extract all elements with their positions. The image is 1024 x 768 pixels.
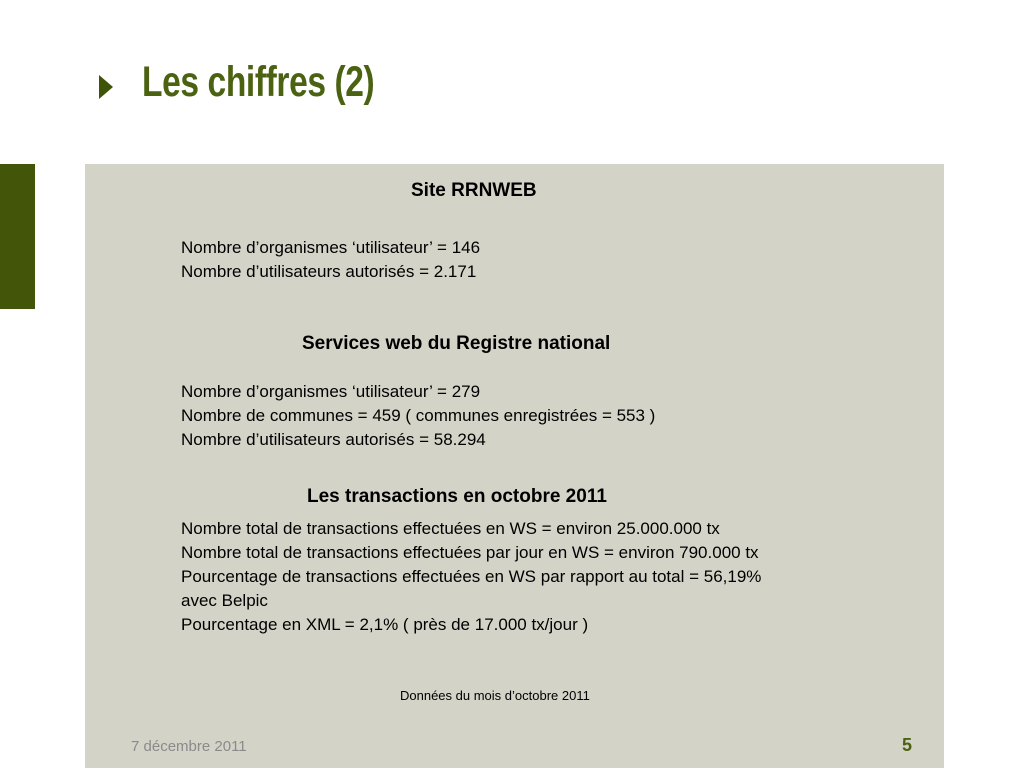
section-heading-services-web: Services web du Registre national — [302, 333, 611, 354]
tx-per-day-line: Nombre total de transactions effectuées par jour en WS = environ 790.000 tx — [181, 543, 759, 562]
tx-xml-line: Pourcentage en XML = 2,1% ( près de 17.000 tx/jour ) — [181, 615, 589, 634]
ws-communes-line: Nombre de communes = 459 ( communes enregistrées = 553 ) — [181, 406, 656, 425]
ws-users-line: Nombre d’utilisateurs autorisés = 58.294 — [181, 430, 486, 449]
rrnweb-users-line: Nombre d’utilisateurs autorisés = 2.171 — [181, 262, 477, 281]
tx-percentage-continuation-line: avec Belpic — [181, 591, 268, 610]
data-source-note: Données du mois d’octobre 2011 — [400, 688, 590, 703]
ws-organisms-line: Nombre d’organismes ‘utilisateur’ = 279 — [181, 382, 481, 401]
tx-total-line: Nombre total de transactions effectuées en WS = environ 25.000.000 tx — [181, 519, 720, 538]
accent-bar — [0, 164, 35, 309]
tx-percentage-line: Pourcentage de transactions effectuées en WS par rapport au total = 56,19% — [181, 567, 762, 586]
slide-title: Les chiffres (2) — [142, 58, 375, 106]
section-heading-transactions: Les transactions en octobre 2011 — [307, 486, 607, 507]
page-number: 5 — [902, 735, 913, 755]
title-bullet-arrow-icon — [99, 75, 113, 99]
rrnweb-organisms-line: Nombre d’organismes ‘utilisateur’ = 146 — [181, 238, 481, 257]
section-heading-rrnweb: Site RRNWEB — [411, 180, 537, 201]
footer-date: 7 décembre 2011 — [131, 738, 247, 755]
